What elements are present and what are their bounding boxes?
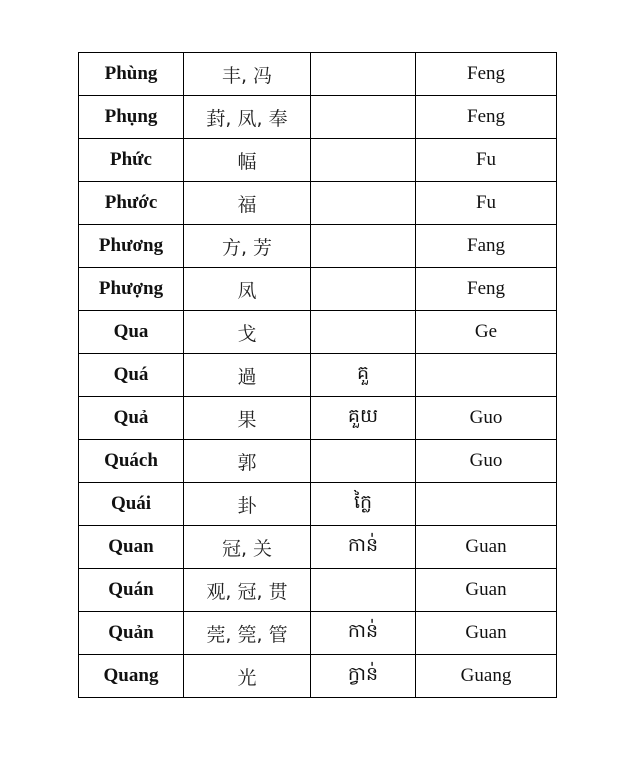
table-row [79,526,557,569]
pinyin-cell [416,483,557,526]
vietnamese-name-cell: Quan [79,526,184,569]
hanzi-cell: 過 [184,354,311,397]
table-row [79,53,557,96]
khmer-cell: គួ [311,354,416,397]
vietnamese-name-cell: Quá [79,354,184,397]
hanzi-cell: 丰, 冯 [184,53,311,96]
hanzi-cell: 果 [184,397,311,440]
vietnamese-name-cell: Qua [79,311,184,354]
khmer-cell [311,569,416,612]
khmer-cell [311,225,416,268]
pinyin-cell [416,354,557,397]
pinyin-cell: Fu [416,139,557,182]
khmer-cell: កាន់ [311,612,416,655]
table-row [79,311,557,354]
table-row [79,612,557,655]
khmer-cell [311,440,416,483]
table-row [79,483,557,526]
vietnamese-name-cell: Phụng [79,96,184,139]
table-row [79,268,557,311]
vietnamese-name-cell: Quản [79,612,184,655]
hanzi-cell: 幅 [184,139,311,182]
table-row [79,139,557,182]
hanzi-cell: 冠, 关 [184,526,311,569]
pinyin-cell: Guo [416,397,557,440]
hanzi-cell: 戈 [184,311,311,354]
khmer-cell [311,139,416,182]
vietnamese-name-cell: Phước [79,182,184,225]
vietnamese-name-cell: Phượng [79,268,184,311]
table-row [79,440,557,483]
hanzi-cell: 郭 [184,440,311,483]
khmer-cell: គួយ [311,397,416,440]
pinyin-cell: Guan [416,569,557,612]
vietnamese-name-cell: Quán [79,569,184,612]
khmer-cell: ក្វាន់ [311,655,416,698]
table-body [79,53,557,698]
khmer-cell: ក្លៃ [311,483,416,526]
pinyin-cell: Fang [416,225,557,268]
vietnamese-name-cell: Quách [79,440,184,483]
pinyin-cell: Fu [416,182,557,225]
khmer-cell [311,311,416,354]
vietnamese-name-cell: Phức [79,139,184,182]
name-correspondence-table [78,52,557,698]
khmer-cell: កាន់ [311,526,416,569]
hanzi-cell: 观, 冠, 贯 [184,569,311,612]
khmer-cell [311,182,416,225]
pinyin-cell: Guo [416,440,557,483]
pinyin-cell: Feng [416,96,557,139]
table-row [79,397,557,440]
pinyin-cell: Feng [416,53,557,96]
hanzi-cell: 光 [184,655,311,698]
table-row [79,569,557,612]
vietnamese-name-cell: Phương [79,225,184,268]
vietnamese-name-cell: Quái [79,483,184,526]
khmer-cell [311,268,416,311]
pinyin-cell: Feng [416,268,557,311]
table-row [79,182,557,225]
hanzi-cell: 葑, 凤, 奉 [184,96,311,139]
table-row [79,96,557,139]
table-row [79,354,557,397]
hanzi-cell: 方, 芳 [184,225,311,268]
vietnamese-name-cell: Quang [79,655,184,698]
table-row [79,225,557,268]
khmer-cell [311,96,416,139]
pinyin-cell: Guan [416,526,557,569]
vietnamese-name-cell: Phùng [79,53,184,96]
name-table-container [78,52,557,698]
table-row [79,655,557,698]
pinyin-cell: Ge [416,311,557,354]
vietnamese-name-cell: Quả [79,397,184,440]
hanzi-cell: 福 [184,182,311,225]
khmer-cell [311,53,416,96]
hanzi-cell: 凤 [184,268,311,311]
hanzi-cell: 莞, 筦, 管 [184,612,311,655]
hanzi-cell: 卦 [184,483,311,526]
pinyin-cell: Guang [416,655,557,698]
pinyin-cell: Guan [416,612,557,655]
